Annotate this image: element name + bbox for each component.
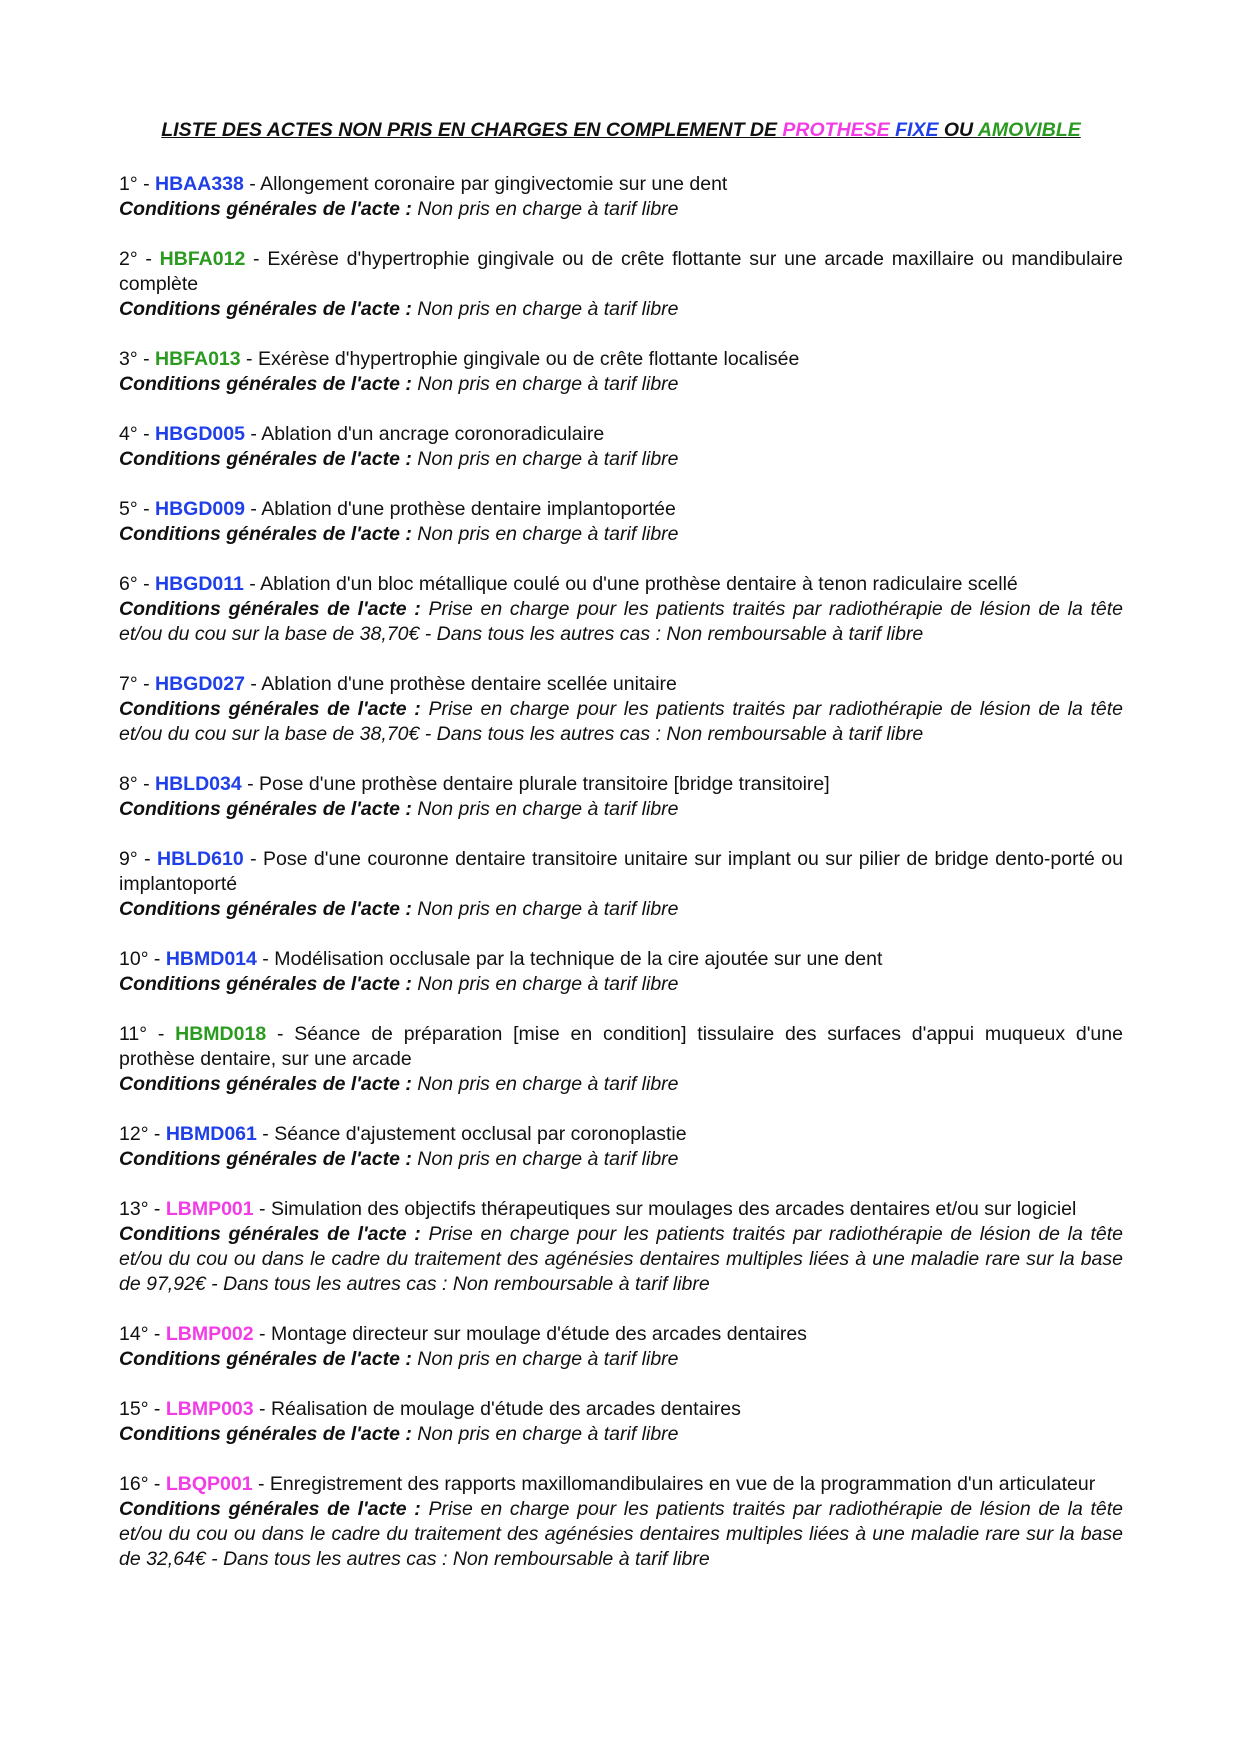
act-conditions bbox=[119, 1072, 1123, 1097]
act-description-line: 9° - HBLD610 - Pose d'une couronne dentaire transitoire unitaire sur implant ou sur pilier de bridge dento-porté ou implantoporté bbox=[119, 848, 1123, 895]
act-conditions bbox=[119, 1422, 1123, 1447]
act-number: 8° bbox=[119, 773, 138, 795]
act-number: 5° bbox=[119, 498, 138, 520]
act-number: 14° bbox=[119, 1323, 149, 1345]
act-description: Modélisation occlusale par la technique de la cire ajoutée sur une dent bbox=[274, 948, 883, 970]
act-code: LBMP002 bbox=[165, 1323, 254, 1345]
act-description-line: 8° - HBLD034 - Pose d'une prothèse dentaire plurale transitoire [bridge transitoire] bbox=[119, 773, 830, 795]
act-conditions bbox=[119, 1147, 1123, 1172]
acts-list bbox=[119, 172, 1123, 1572]
act-conditions bbox=[119, 522, 1123, 547]
act-description-line: 1° - HBAA338 - Allongement coronaire par gingivectomie sur une dent bbox=[119, 173, 728, 195]
act-entry bbox=[119, 1322, 1123, 1372]
conditions-label: Conditions générales de l'acte : bbox=[119, 598, 421, 620]
act-description: Réalisation de moulage d'étude des arcades dentaires bbox=[270, 1398, 741, 1420]
act-entry bbox=[119, 422, 1123, 472]
title-word-amovible: AMOVIBLE bbox=[977, 119, 1081, 141]
title-word-prothese: PROTHESE bbox=[782, 119, 890, 141]
act-description: Simulation des objectifs thérapeutiques sur moulages des arcades dentaires et/ou sur logiciel bbox=[270, 1198, 1077, 1220]
conditions-label: Conditions générales de l'acte : bbox=[119, 373, 412, 395]
act-number: 11° bbox=[119, 1023, 148, 1045]
conditions-label: Conditions générales de l'acte : bbox=[119, 973, 412, 995]
conditions-label: Conditions générales de l'acte : bbox=[119, 1423, 412, 1445]
act-number: 15° bbox=[119, 1398, 149, 1420]
act-code: HBLD034 bbox=[155, 773, 242, 795]
act-description-line: 16° - LBQP001 - Enregistrement des rapports maxillomandibulaires en vue de la programmation d'un articulateur bbox=[119, 1473, 1096, 1495]
act-code: HBLD610 bbox=[156, 848, 244, 870]
act-code: HBGD005 bbox=[155, 423, 245, 445]
act-description: Séance d'ajustement occlusal par coronoplastie bbox=[274, 1123, 687, 1145]
act-number: 9° bbox=[119, 848, 138, 870]
conditions-text: Non pris en charge à tarif libre bbox=[417, 448, 679, 470]
title-word-ou: OU bbox=[943, 119, 974, 141]
act-description-line: 10° - HBMD014 - Modélisation occlusale par la technique de la cire ajoutée sur une dent bbox=[119, 948, 883, 970]
act-description-line: 5° - HBGD009 - Ablation d'une prothèse dentaire implantoportée bbox=[119, 498, 676, 520]
act-description: Montage directeur sur moulage d'étude des arcades dentaires bbox=[270, 1323, 807, 1345]
act-number: 10° bbox=[119, 948, 149, 970]
act-description-line: 15° - LBMP003 - Réalisation de moulage d'étude des arcades dentaires bbox=[119, 1398, 741, 1420]
act-code: LBMP003 bbox=[165, 1398, 254, 1420]
act-entry bbox=[119, 1122, 1123, 1172]
conditions-text: Non pris en charge à tarif libre bbox=[417, 298, 679, 320]
act-description-line: 2° - HBFA012 - Exérèse d'hypertrophie gingivale ou de crête flottante sur une arcade maxillaire ou mandibulaire complète bbox=[119, 248, 1123, 295]
act-entry bbox=[119, 772, 1123, 822]
conditions-text: Non pris en charge à tarif libre bbox=[417, 1148, 679, 1170]
act-conditions bbox=[119, 197, 1123, 222]
act-entry bbox=[119, 347, 1123, 397]
act-conditions bbox=[119, 897, 1123, 922]
act-code: HBGD009 bbox=[155, 498, 245, 520]
conditions-label: Conditions générales de l'acte : bbox=[119, 298, 412, 320]
conditions-text: Non pris en charge à tarif libre bbox=[417, 973, 679, 995]
act-entry bbox=[119, 947, 1123, 997]
act-code: HBFA013 bbox=[155, 348, 241, 370]
conditions-label: Conditions générales de l'acte : bbox=[119, 198, 412, 220]
conditions-text: Prise en charge pour les patients traités par radiothérapie de lésion de la tête et/ou du cou sur la base de 38,70€ - Dans tous les autres cas : Non remboursable à tarif libre bbox=[119, 598, 1124, 645]
conditions-label: Conditions générales de l'acte : bbox=[119, 1073, 412, 1095]
conditions-label: Conditions générales de l'acte : bbox=[119, 1148, 412, 1170]
conditions-label: Conditions générales de l'acte : bbox=[119, 698, 421, 720]
act-description: Allongement coronaire par gingivectomie sur une dent bbox=[260, 173, 728, 195]
conditions-label: Conditions générales de l'acte : bbox=[119, 1498, 421, 1520]
conditions-text: Non pris en charge à tarif libre bbox=[417, 523, 679, 545]
act-description-line: 6° - HBGD011 - Ablation d'un bloc métallique coulé ou d'une prothèse dentaire à tenon radiculaire scellé bbox=[119, 573, 1018, 595]
act-description-line: 14° - LBMP002 - Montage directeur sur moulage d'étude des arcades dentaires bbox=[119, 1323, 807, 1345]
act-description: Ablation d'une prothèse dentaire implantoportée bbox=[261, 498, 676, 520]
act-conditions bbox=[119, 297, 1123, 322]
act-number: 3° bbox=[119, 348, 138, 370]
act-code: LBQP001 bbox=[165, 1473, 253, 1495]
conditions-text: Prise en charge pour les patients traités par radiothérapie de lésion de la tête et/ou du cou ou dans le cadre du traitement des agénésies dentaires multiples liées à une maladie rare sur la base de 32,64€ - Dans tous les autres cas : Non remboursable à tarif libre bbox=[119, 1498, 1124, 1570]
conditions-label: Conditions générales de l'acte : bbox=[119, 523, 412, 545]
act-entry bbox=[119, 672, 1123, 747]
conditions-text: Non pris en charge à tarif libre bbox=[417, 1348, 679, 1370]
act-entry bbox=[119, 572, 1123, 647]
act-code: HBGD027 bbox=[155, 673, 245, 695]
act-entry bbox=[119, 172, 1123, 222]
act-conditions bbox=[119, 372, 1123, 397]
conditions-text: Non pris en charge à tarif libre bbox=[417, 198, 679, 220]
act-description-line: 12° - HBMD061 - Séance d'ajustement occlusal par coronoplastie bbox=[119, 1123, 687, 1145]
title-word-fixe: FIXE bbox=[895, 119, 939, 141]
act-number: 16° bbox=[119, 1473, 149, 1495]
act-entry bbox=[119, 1397, 1123, 1447]
act-description-line: 4° - HBGD005 - Ablation d'un ancrage coronoradiculaire bbox=[119, 423, 605, 445]
act-entry bbox=[119, 1022, 1123, 1097]
act-entry bbox=[119, 497, 1123, 547]
document-title bbox=[119, 117, 1123, 143]
conditions-label: Conditions générales de l'acte : bbox=[119, 448, 412, 470]
act-conditions bbox=[119, 972, 1123, 997]
act-code: HBMD061 bbox=[165, 1123, 257, 1145]
act-code: LBMP001 bbox=[165, 1198, 254, 1220]
act-code: HBFA012 bbox=[159, 248, 246, 270]
act-description-line: 3° - HBFA013 - Exérèse d'hypertrophie gingivale ou de crête flottante localisée bbox=[119, 348, 800, 370]
act-description-line: 7° - HBGD027 - Ablation d'une prothèse dentaire scellée unitaire bbox=[119, 673, 677, 695]
conditions-text: Non pris en charge à tarif libre bbox=[417, 798, 679, 820]
act-conditions bbox=[119, 1347, 1123, 1372]
title-prefix: LISTE DES ACTES NON PRIS EN CHARGES EN COMPLEMENT DE bbox=[161, 119, 783, 141]
conditions-text: Non pris en charge à tarif libre bbox=[417, 898, 679, 920]
act-description: Exérèse d'hypertrophie gingivale ou de crête flottante localisée bbox=[257, 348, 800, 370]
act-conditions bbox=[119, 597, 1123, 647]
act-entry bbox=[119, 1197, 1123, 1297]
act-description: Ablation d'une prothèse dentaire scellée unitaire bbox=[261, 673, 677, 695]
act-number: 2° bbox=[119, 248, 138, 270]
act-number: 4° bbox=[119, 423, 138, 445]
act-conditions bbox=[119, 797, 1123, 822]
act-number: 7° bbox=[119, 673, 138, 695]
act-number: 12° bbox=[119, 1123, 149, 1145]
act-description: Ablation d'un ancrage coronoradiculaire bbox=[261, 423, 605, 445]
act-description-line: 11° - HBMD018 - Séance de préparation [mise en condition] tissulaire des surfaces d'appui muqueux d'une prothèse dentaire, sur une arcade bbox=[119, 1023, 1123, 1070]
act-entry bbox=[119, 247, 1123, 322]
act-number: 13° bbox=[119, 1198, 149, 1220]
act-code: HBAA338 bbox=[155, 173, 244, 195]
act-entry bbox=[119, 847, 1123, 922]
conditions-label: Conditions générales de l'acte : bbox=[119, 1348, 412, 1370]
conditions-text: Non pris en charge à tarif libre bbox=[417, 1423, 679, 1445]
act-description: Séance de préparation [mise en condition] tissulaire des surfaces d'appui muqueux d'une prothèse dentaire, sur une arcade bbox=[119, 1023, 1123, 1070]
act-description-line: 13° - LBMP001 - Simulation des objectifs thérapeutiques sur moulages des arcades dentaires et/ou sur logiciel bbox=[119, 1198, 1077, 1220]
act-code: HBGD011 bbox=[155, 573, 244, 595]
act-description: Exérèse d'hypertrophie gingivale ou de crête flottante sur une arcade maxillaire ou mandibulaire complète bbox=[119, 248, 1123, 295]
act-description: Pose d'une prothèse dentaire plurale transitoire [bridge transitoire] bbox=[259, 773, 830, 795]
act-conditions bbox=[119, 1222, 1123, 1297]
conditions-text: Prise en charge pour les patients traités par radiothérapie de lésion de la tête et/ou du cou sur la base de 38,70€ - Dans tous les autres cas : Non remboursable à tarif libre bbox=[119, 698, 1124, 745]
act-conditions bbox=[119, 697, 1123, 747]
document-page bbox=[119, 117, 1123, 1597]
conditions-label: Conditions générales de l'acte : bbox=[119, 898, 412, 920]
act-code: HBMD018 bbox=[175, 1023, 267, 1045]
act-description: Enregistrement des rapports maxillomandibulaires en vue de la programmation d'un articulateur bbox=[269, 1473, 1096, 1495]
act-code: HBMD014 bbox=[165, 948, 257, 970]
conditions-text: Non pris en charge à tarif libre bbox=[417, 1073, 679, 1095]
act-entry bbox=[119, 1472, 1123, 1572]
conditions-label: Conditions générales de l'acte : bbox=[119, 1223, 421, 1245]
act-number: 6° bbox=[119, 573, 138, 595]
conditions-text: Prise en charge pour les patients traités par radiothérapie de lésion de la tête et/ou du cou ou dans le cadre du traitement des agénésies dentaires multiples liées à une maladie rare sur la base de 97,92€ - Dans tous les autres cas : Non remboursable à tarif libre bbox=[119, 1223, 1124, 1295]
act-conditions bbox=[119, 447, 1123, 472]
act-description: Ablation d'un bloc métallique coulé ou d'une prothèse dentaire à tenon radiculaire scellé bbox=[260, 573, 1018, 595]
conditions-text: Non pris en charge à tarif libre bbox=[417, 373, 679, 395]
conditions-label: Conditions générales de l'acte : bbox=[119, 798, 412, 820]
act-number: 1° bbox=[119, 173, 138, 195]
act-conditions bbox=[119, 1497, 1123, 1572]
act-description: Pose d'une couronne dentaire transitoire unitaire sur implant ou sur pilier de bridge dento-porté ou implantoporté bbox=[119, 848, 1123, 895]
